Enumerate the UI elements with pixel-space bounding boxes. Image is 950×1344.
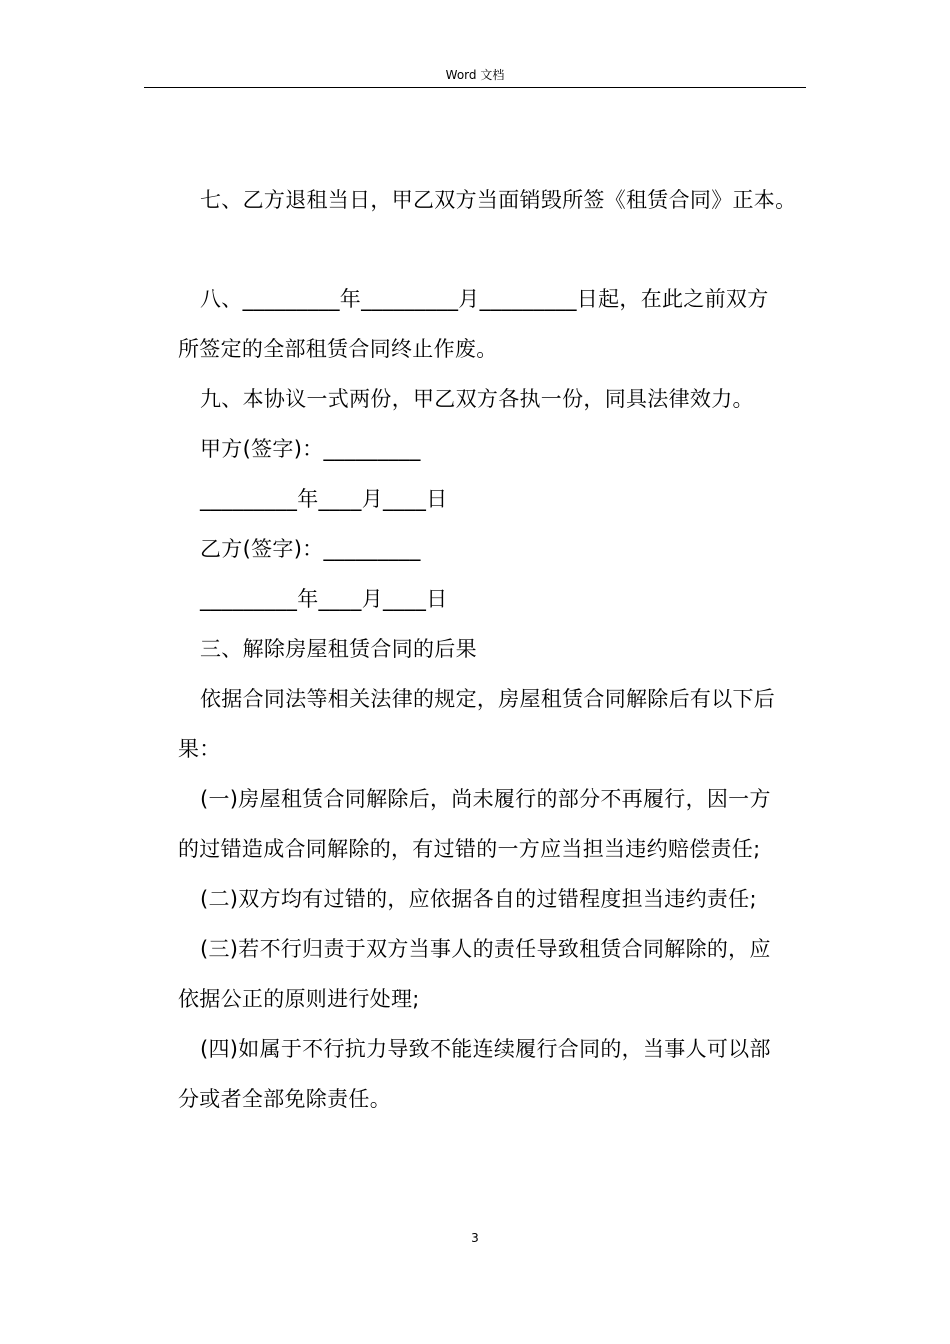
paragraph-clause-8-line-2: 所签定的全部租赁合同终止作废。 — [178, 337, 498, 361]
party-b-signature: 乙方(签字)：_________ — [200, 537, 421, 561]
party-a-signature: 甲方(签字)：_________ — [200, 437, 421, 461]
paragraph-item-4-line-2: 分或者全部免除责任。 — [178, 1087, 391, 1111]
paragraph-item-3-line-2: 依据公正的原则进行处理; — [178, 987, 420, 1011]
paragraph-item-2: (二)双方均有过错的，应依据各自的过错程度担当违约责任; — [200, 887, 757, 911]
paragraph-item-4-line-1: (四)如属于不行抗力导致不能连续履行合同的，当事人可以部 — [200, 1037, 771, 1061]
paragraph-item-3-line-1: (三)若不行归责于双方当事人的责任导致租赁合同解除的，应 — [200, 937, 771, 961]
section-heading-3: 三、解除房屋租赁合同的后果 — [200, 637, 477, 661]
paragraph-consequences-line-2: 果： — [178, 737, 221, 761]
page-header-title: Word 文档 — [445, 68, 505, 82]
paragraph-consequences-line-1: 依据合同法等相关法律的规定，房屋租赁合同解除后有以下后 — [200, 687, 776, 711]
header-divider — [144, 87, 806, 88]
paragraph-clause-7: 七、乙方退租当日，甲乙双方当面销毁所签《租赁合同》正本。 — [200, 188, 797, 212]
paragraph-item-1-line-1: (一)房屋租赁合同解除后，尚未履行的部分不再履行，因一方 — [200, 787, 771, 811]
page-number: 3 — [471, 1231, 479, 1245]
party-a-date: _________年____月____日 — [200, 487, 448, 511]
paragraph-clause-8-line-1: 八、_________年_________月_________日起，在此之前双方 — [200, 287, 769, 311]
party-b-date: _________年____月____日 — [200, 587, 448, 611]
paragraph-item-1-line-2: 的过错造成合同解除的，有过错的一方应当担当违约赔偿责任; — [178, 837, 761, 861]
paragraph-clause-9: 九、本协议一式两份，甲乙双方各执一份，同具法律效力。 — [200, 387, 754, 411]
